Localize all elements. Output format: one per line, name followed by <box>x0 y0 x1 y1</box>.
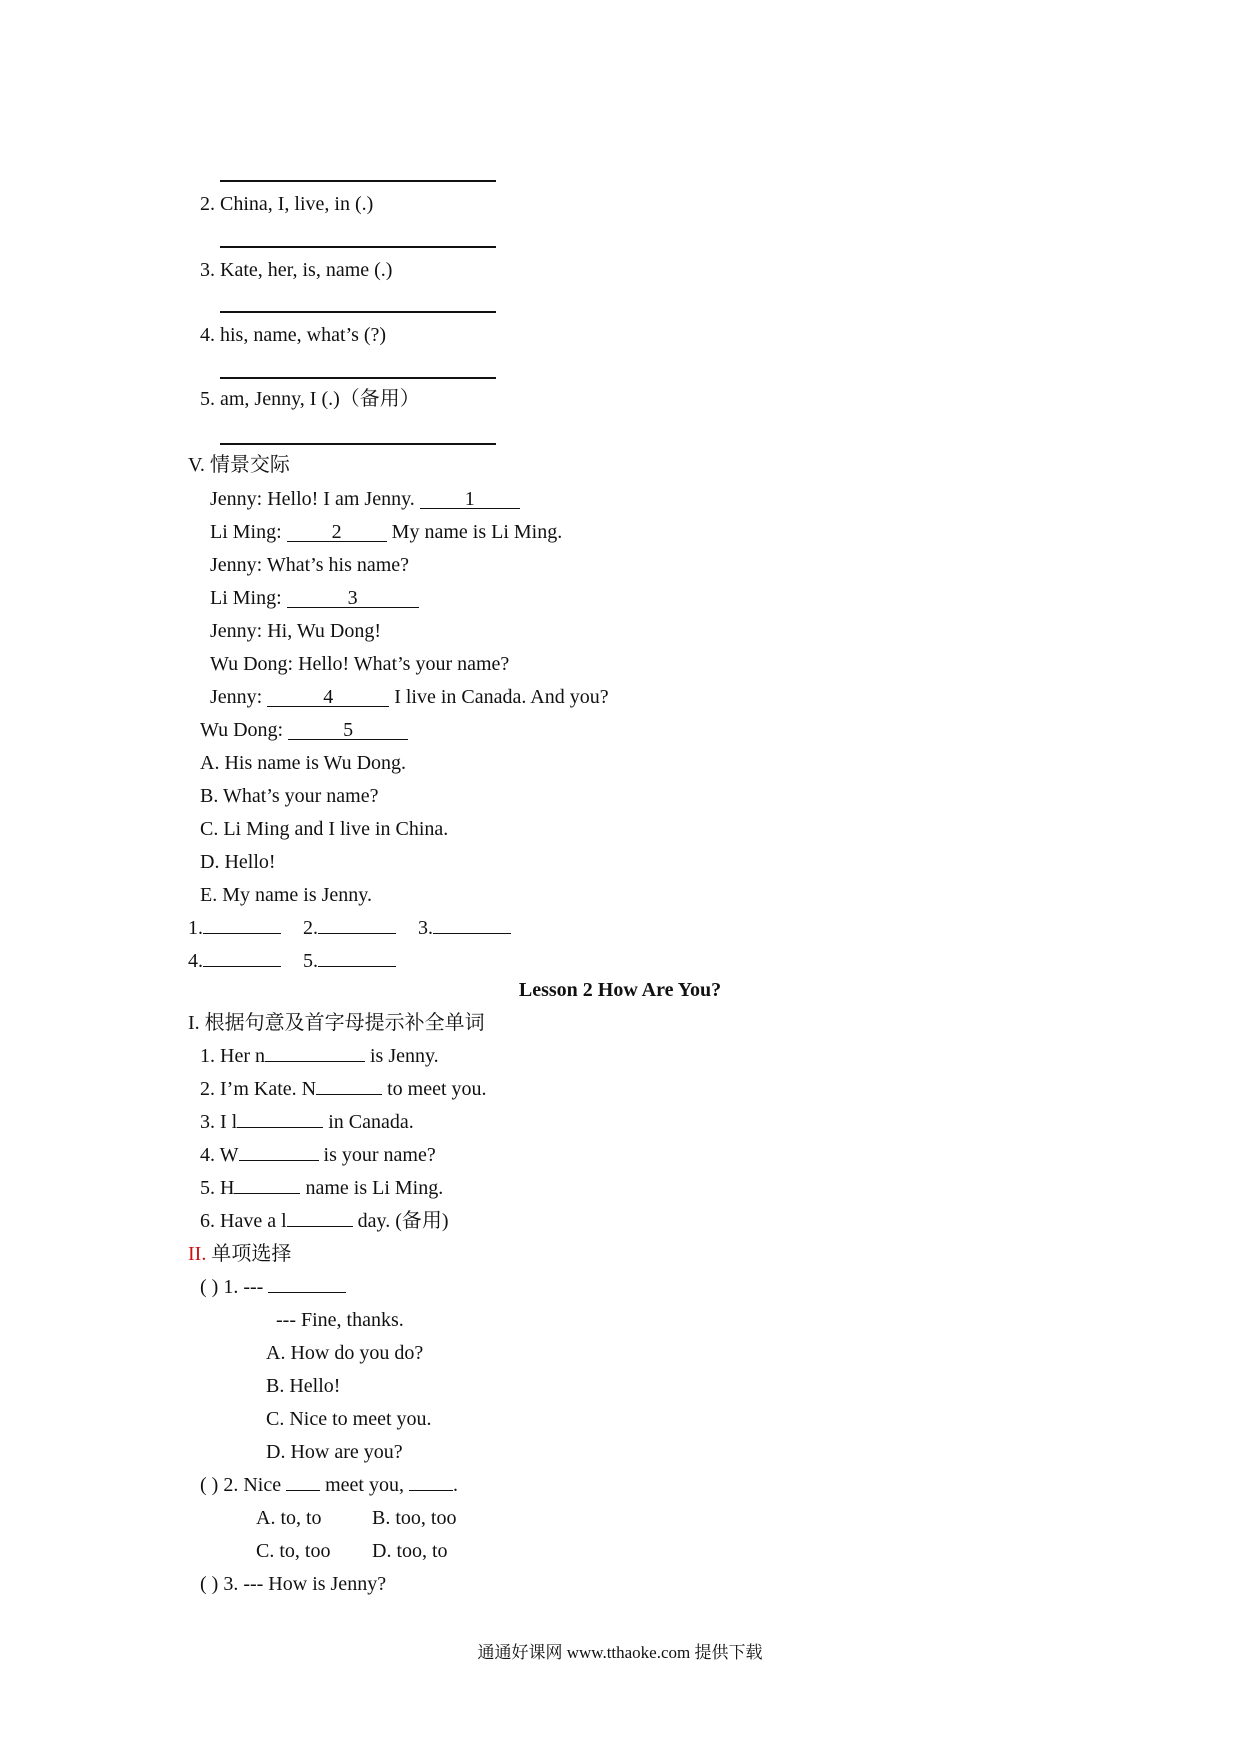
mc-q1-reply: --- Fine, thanks. <box>276 1309 404 1331</box>
item-text: am, Jenny, I (.)（备用） <box>220 388 420 410</box>
item-num: 4. <box>200 324 215 346</box>
section-ii-number: II. <box>188 1243 207 1265</box>
answer-blank-1[interactable] <box>203 933 281 934</box>
fill-item-3: 3. I l in Canada. <box>200 1111 414 1133</box>
fill-blank-3[interactable] <box>237 1127 323 1128</box>
dialogue-line-2 <box>210 520 562 544</box>
mc-q1-option-a: A. How do you do? <box>266 1342 424 1364</box>
fill-blank-6[interactable] <box>287 1226 353 1227</box>
item-num: 2. <box>200 193 215 215</box>
mc-question-3: ( ) 3. --- How is Jenny? <box>200 1573 387 1595</box>
reorder-item-3 <box>200 258 392 282</box>
answer-line-3[interactable] <box>220 311 496 313</box>
option-a: A. His name is Wu Dong. <box>200 752 407 774</box>
mc-question-2: ( ) 2. Nice meet you, . <box>200 1474 458 1496</box>
dialogue-text: Jenny: Hi, Wu Dong! <box>210 620 382 642</box>
dialogue-speaker: Wu Dong: <box>200 719 289 741</box>
dialogue-blank-3[interactable]: 3 <box>287 589 419 608</box>
mc-q2-option-b: B. too, too <box>372 1507 457 1529</box>
reorder-item-4 <box>200 323 386 347</box>
mc-q2-option-a: A. to, to <box>256 1507 322 1529</box>
answer-blank-4[interactable] <box>203 966 281 967</box>
option-b: B. What’s your name? <box>200 785 379 807</box>
fill-blank-4[interactable] <box>239 1160 319 1161</box>
section-v-heading: V. 情景交际 <box>188 454 290 476</box>
section-i-heading: I. 根据句意及首字母提示补全单词 <box>188 1012 485 1034</box>
answer-blank-3[interactable] <box>433 933 511 934</box>
item-num: 5. <box>200 388 215 410</box>
fill-blank-5[interactable] <box>234 1193 300 1194</box>
reorder-item-2 <box>200 192 373 216</box>
answer-line-5[interactable] <box>220 443 496 445</box>
dialogue-blank-2[interactable]: 2 <box>287 523 387 542</box>
dialogue-speaker: Li Ming: <box>210 521 287 543</box>
answer-row-2: 4. 5. <box>188 949 396 973</box>
mc-blank-2a[interactable] <box>286 1490 320 1491</box>
lesson-title: Lesson 2 How Are You? <box>518 979 722 1001</box>
fill-item-5: 5. H name is Li Ming. <box>200 1177 444 1199</box>
dialogue-line-3 <box>210 553 409 577</box>
fill-blank-1[interactable] <box>265 1061 365 1062</box>
dialogue-line-5 <box>210 619 381 643</box>
fill-item-2: 2. I’m Kate. N to meet you. <box>200 1078 487 1100</box>
mc-blank-2b[interactable] <box>409 1490 453 1491</box>
option-d: D. Hello! <box>200 851 276 873</box>
mc-q1-option-b: B. Hello! <box>266 1375 341 1397</box>
item-text: Kate, her, is, name (.) <box>220 259 393 281</box>
option-c: C. Li Ming and I live in China. <box>200 818 449 840</box>
dialogue-line-1 <box>210 487 520 511</box>
section-ii-heading <box>188 1242 291 1266</box>
page-footer: 通通好课网 www.tthaoke.com 提供下载 <box>477 1643 763 1662</box>
answer-row-1: 1. 2. 3. <box>188 916 511 940</box>
dialogue-speaker: Jenny: <box>210 686 268 708</box>
answer-blank-2[interactable] <box>318 933 396 934</box>
dialogue-line-6 <box>210 652 509 676</box>
fill-item-6: 6. Have a l day. (备用) <box>200 1210 449 1232</box>
option-e: E. My name is Jenny. <box>200 884 373 906</box>
dialogue-text: My name is Li Ming. <box>386 521 563 543</box>
dialogue-text: Jenny: What’s his name? <box>210 554 410 576</box>
section-ii-title: 单项选择 <box>206 1243 292 1265</box>
fill-item-1: 1. Her n is Jenny. <box>200 1045 439 1067</box>
fill-item-4: 4. W is your name? <box>200 1144 436 1166</box>
mc-q1-option-d: D. How are you? <box>266 1441 403 1463</box>
answer-blank-5[interactable] <box>318 966 396 967</box>
dialogue-blank-5[interactable]: 5 <box>288 721 408 740</box>
dialogue-speaker: Li Ming: <box>210 587 287 609</box>
mc-q1-option-c: C. Nice to meet you. <box>266 1408 432 1430</box>
dialogue-blank-4[interactable]: 4 <box>267 688 389 707</box>
item-num: 3. <box>200 259 215 281</box>
fill-blank-2[interactable] <box>316 1094 382 1095</box>
mc-q2-option-d: D. too, to <box>372 1540 448 1562</box>
mc-question-1: ( ) 1. --- <box>200 1275 346 1299</box>
dialogue-line-7 <box>210 685 609 709</box>
item-text: his, name, what’s (?) <box>220 324 387 346</box>
answer-line-2[interactable] <box>220 246 496 248</box>
reorder-item-5 <box>200 387 420 411</box>
answer-line-4[interactable] <box>220 377 496 379</box>
dialogue-text: Wu Dong: Hello! What’s your name? <box>210 653 510 675</box>
dialogue-line-8 <box>200 718 408 742</box>
mc-q2-option-c: C. to, too <box>256 1540 331 1562</box>
dialogue-line-4 <box>210 586 419 610</box>
answer-line-1[interactable] <box>220 180 496 182</box>
item-text: China, I, live, in (.) <box>220 193 374 215</box>
mc-blank-1[interactable] <box>268 1292 346 1293</box>
dialogue-text: Jenny: Hello! I am Jenny. <box>210 488 420 510</box>
dialogue-blank-1[interactable]: 1 <box>420 490 520 509</box>
dialogue-text: I live in Canada. And you? <box>389 686 609 708</box>
